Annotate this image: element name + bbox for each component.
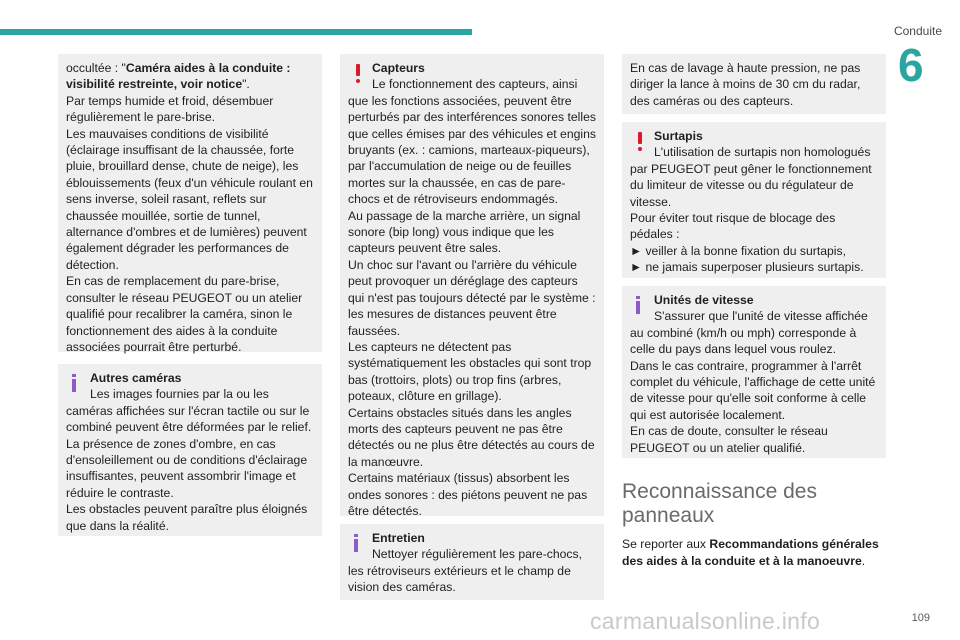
warning-paragraph: Pour éviter tout risque de blocage des pédales : [630, 211, 836, 242]
warning-title: Surtapis [654, 129, 703, 143]
visibility-note-box [58, 54, 322, 352]
bullet-item: ► ne jamais superposer plusieurs surtapis. [630, 260, 864, 275]
info-title: Entretien [372, 531, 425, 545]
info-icon [636, 301, 640, 314]
warning-paragraph: Certains matériaux (tissus) absorbent les ondes sonores : des piétons peuvent ne pas être détectés. [348, 471, 588, 518]
warning-title: Capteurs [372, 61, 425, 75]
camera-lead: occultée : "Caméra aides à la conduite : visibilité restreinte, voir notice". [66, 61, 291, 92]
section-title: Conduite [893, 24, 942, 38]
warning-icon [356, 64, 360, 76]
info-paragraph: La présence de zones d'ombre, en cas d'ensoleillement ou de conditions d'éclairage insuffisantes, peuvent assombrir l'image et réduire le contraste. [66, 436, 308, 500]
info-paragraph: Dans le cas contraire, programmer à l'arrêt complet du véhicule, l'affichage de cette unité de vitesse pour qu'elle soit conforme à celle qui est autorisée localement. [630, 358, 876, 422]
info-icon [354, 539, 358, 552]
paragraph: En cas de lavage à haute pression, ne pas diriger la lance à moins de 30 cm du radar, des caméras ou des capteurs. [630, 61, 861, 108]
other-cameras-info-box [58, 364, 322, 536]
warning-paragraph: Le fonctionnement des capteurs, ainsi que les fonctions associées, peuvent être perturbés par des interférences sonores telles que celles émises par des véhicules et engins bruyants (ex. : camions, marteaux-piqueurs), par l'accumulation de neige ou de feuilles mortes sur la chaussée, en cas de pare-chocs et de rétroviseurs endommagés. [348, 77, 596, 207]
paragraph: Par temps humide et froid, désembuer régulièrement le pare-brise. [66, 93, 274, 125]
sensors-warning-box [340, 54, 604, 516]
floor-mats-warning-box [622, 122, 886, 278]
bullet-item: ► veiller à la bonne fixation du surtapis, [630, 243, 846, 258]
paragraph: Les mauvaises conditions de visibilité (éclairage insuffisant de la chaussée, forte pluie, brouillard dense, chute de neige), les éblouissements (feux d'un véhicule roulant en sens inverse, soleil rasant, reflets sur chaussée mouillée, sortie de tunnel, alternance d'ombres et de lumières) peuvent également dégrader les performances de détection. [66, 126, 313, 272]
header-accent-bar [0, 29, 472, 35]
chapter-number: 6 [898, 39, 924, 91]
info-icon [72, 379, 76, 392]
info-title: Autres caméras [90, 371, 182, 385]
warning-paragraph: Les capteurs ne détectent pas systématiquement les obstacles qui sont trop bas (trottoirs, plots) ou trop fins (arbres, poteaux, clôture en grillage). [348, 339, 592, 404]
warning-paragraph: Au passage de la marche arrière, un signal sonore (bip long) vous indique que les capteurs peuvent être sales. [348, 208, 581, 256]
info-title: Unités de vitesse [654, 293, 754, 307]
info-paragraph: En cas de doute, consulter le réseau PEUGEOT ou un atelier qualifié. [630, 424, 828, 455]
info-paragraph: Nettoyer régulièrement les pare-chocs, les rétroviseurs extérieurs et le champ de vision des caméras. [348, 547, 582, 595]
watermark: carmanualsonline.info [590, 608, 821, 634]
info-paragraph: Les obstacles peuvent paraître plus éloignés que dans la réalité. [66, 502, 308, 533]
reference-text: Se reporter aux Recommandations générales des aides à la conduite et à la manoeuvre. [622, 537, 879, 568]
warning-paragraph: Un choc sur l'avant ou l'arrière du véhicule peut provoquer un déréglage des capteurs qui n'est pas toujours détecté par le système : les mesures de distances peuvent être faussées. [348, 257, 596, 338]
washing-note-box [622, 54, 886, 114]
info-paragraph: S'assurer que l'unité de vitesse affichée au combiné (km/h ou mph) corresponde à celle du pays dans lequel vous roulez. [630, 309, 868, 357]
warning-paragraph: L'utilisation de surtapis non homologués par PEUGEOT peut gêner le fonctionnement du limiteur de vitesse ou du régulateur de vitesse. [630, 145, 872, 209]
warning-icon [638, 132, 642, 144]
speed-units-info-box [622, 286, 886, 458]
section-heading: Reconnaissance des panneaux [622, 480, 817, 527]
warning-paragraph: Certains obstacles situés dans les angles morts des capteurs peuvent ne pas être détectés ou ne plus être détectés au cours de la manœuvre. [348, 405, 595, 469]
maintenance-info-box [340, 524, 604, 600]
info-paragraph: Les images fournies par la ou les caméras affichées sur l'écran tactile ou sur le combiné peuvent être déformées par le relief. [66, 387, 312, 435]
page-number: 109 [911, 612, 930, 624]
paragraph: En cas de remplacement du pare-brise, consulter le réseau PEUGEOT ou un atelier qualifié pour recalibrer la caméra, sinon le fonctionnement des aides à la conduite associées pourrait être perturbé. [66, 274, 303, 354]
